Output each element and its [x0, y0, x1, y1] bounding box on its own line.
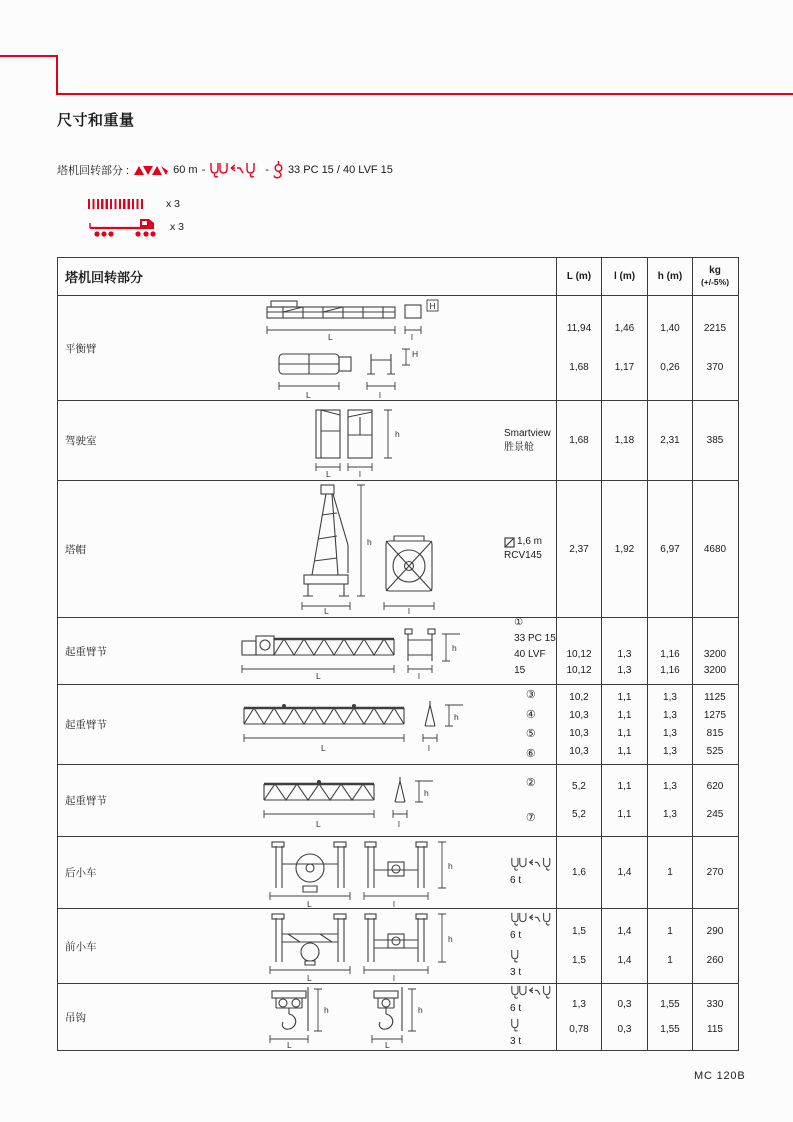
jib-badge: ①: [514, 617, 524, 628]
cell-h: 2,31: [647, 401, 692, 480]
svg-text:l: l: [410, 332, 413, 342]
jib-badge: ②: [525, 776, 536, 789]
load-config: [510, 946, 556, 983]
svg-text:l: l: [378, 390, 381, 399]
row-tower-head: [58, 480, 738, 617]
jib-badge: ⑦: [525, 812, 536, 825]
cell-L: 5,2 5,2: [556, 765, 601, 836]
load-config: [510, 837, 556, 908]
row-label: 起重臂节: [65, 795, 107, 807]
svg-text:h: h: [453, 711, 459, 722]
svg-text:H: H: [411, 349, 418, 359]
jib-lattice-icon: [133, 164, 169, 176]
trolley-drawing: [200, 909, 462, 983]
transport-count: x 3: [170, 220, 185, 233]
slewing-type: RCV145: [504, 550, 542, 561]
cell-kg: 385: [692, 401, 737, 480]
hook-3t-icon: [510, 1018, 523, 1033]
row-jib-section-1: [58, 617, 738, 684]
svg-text:h: h: [448, 934, 453, 944]
cell-kg: 620 245: [692, 765, 737, 836]
load-capacity: 3 t: [510, 967, 522, 978]
row-sublabel: [462, 984, 556, 1050]
cell-h: 1,16 1,16: [647, 618, 692, 684]
jib-section-drawing: [192, 765, 464, 836]
transport-item: [88, 198, 184, 210]
svg-text:l: l: [397, 818, 400, 828]
svg-text:H: H: [429, 301, 436, 311]
config-sep1: -: [201, 164, 206, 176]
load-config: [510, 984, 556, 1017]
cell-l: 1,46 1,17: [601, 296, 647, 400]
mast-section-icon: [504, 537, 515, 548]
svg-text:L: L: [287, 1040, 292, 1049]
row-label: 塔帽: [65, 543, 86, 556]
mast-section-size: 1,6 m: [517, 536, 543, 547]
svg-text:h: h: [448, 860, 453, 871]
row-sublabel: [462, 837, 556, 908]
cell-h: 1,40 0,26: [647, 296, 692, 400]
cell-L: 1,68: [556, 401, 601, 480]
row-label: 吊钩: [65, 1011, 86, 1024]
truck-icon: [88, 214, 164, 239]
svg-text:l: l: [408, 606, 410, 615]
load-capacity: 3 t: [510, 1036, 522, 1047]
cell-kg: 1125 1275 815 525: [692, 685, 737, 764]
dimensions-table: [57, 257, 739, 1051]
cell-kg: 290 260: [692, 909, 737, 983]
svg-text:L: L: [327, 332, 333, 342]
cell-h: 1,3 1,3 1,3 1,3: [647, 685, 692, 764]
cell-L: 1,6: [556, 837, 601, 908]
svg-text:L: L: [385, 1040, 390, 1049]
jib-section-drawing: [194, 618, 466, 684]
cab-type-cn: 胜景舱: [504, 441, 534, 453]
svg-text:L: L: [324, 606, 329, 615]
svg-text:l: l: [393, 898, 395, 908]
jib-badge: ⑥: [525, 748, 536, 761]
cell-kg: 3200 3200: [692, 618, 737, 684]
load-capacity: 6 t: [510, 875, 522, 886]
value: 1,68: [569, 361, 589, 373]
cell-kg: 270: [692, 837, 737, 908]
header-rule-step: [56, 55, 58, 95]
cell-L: 10,12 10,12: [556, 618, 601, 684]
cell-l: 1,1 1,1: [601, 765, 647, 836]
jib-variant: 40 LVF 15: [514, 649, 546, 676]
row-sublabel: [456, 481, 556, 617]
svg-text:h: h: [452, 643, 457, 653]
row-sublabel: [462, 909, 556, 983]
cell-L: 1,3 0,78: [556, 984, 601, 1050]
hook-3t-icon: [510, 949, 523, 964]
jib-variant: 33 PC 15: [514, 633, 556, 644]
cell-l: 1,18: [601, 401, 647, 480]
row-rear-trolley: [58, 836, 738, 908]
cell-l: 1,4: [601, 837, 647, 908]
cell-l: 1,3 1,3: [601, 618, 647, 684]
cell-h: 1 1: [647, 909, 692, 983]
row-sublabel: [466, 618, 556, 684]
transport-block: [88, 198, 184, 239]
row-jib-sections-3-6: [58, 684, 738, 764]
configuration-line: [57, 161, 393, 179]
config-label: 塔机回转部分 :: [57, 165, 130, 177]
cell-h: 1,55 1,55: [647, 984, 692, 1050]
row-label: 起重臂节: [65, 719, 107, 731]
row-front-trolley: [58, 908, 738, 983]
cell-h: 1,3 1,3: [647, 765, 692, 836]
row-label: 后小车: [65, 867, 97, 879]
header-rule-main: [56, 93, 793, 95]
jib-badge: ③: [525, 688, 536, 701]
trolley-drawing: [200, 837, 462, 908]
svg-text:L: L: [307, 973, 312, 982]
svg-text:l: l: [393, 973, 395, 982]
svg-text:L: L: [315, 818, 321, 828]
svg-text:l: l: [418, 671, 420, 681]
svg-text:h: h: [418, 1005, 423, 1015]
cell-kg: 330 115: [692, 984, 737, 1050]
header-rule-left: [0, 55, 57, 57]
cab-type: Smartview: [504, 427, 551, 439]
model-footer: MC 120B: [694, 1070, 746, 1082]
row-label: 前小车: [65, 940, 97, 953]
load-config: [510, 1017, 556, 1050]
table-header-row: [58, 258, 738, 295]
svg-text:h: h: [423, 787, 429, 798]
load-capacity: 6 t: [510, 930, 522, 941]
hook-pendant-icon: [273, 161, 284, 179]
transport-count: x 3: [166, 198, 181, 210]
page-title: 尺寸和重量: [57, 112, 135, 129]
tower-head-drawing: [225, 481, 456, 617]
load-config: [510, 909, 556, 946]
table-title: 塔机回转部分: [65, 270, 144, 285]
svg-text:l: l: [358, 468, 361, 478]
transport-item: [88, 214, 184, 239]
row-sublabel: [464, 765, 556, 836]
col-header-h: h (m): [647, 258, 692, 295]
row-counter-jib: [58, 295, 738, 400]
cell-kg: 2215 370: [692, 296, 737, 400]
row-label: 起重臂节: [65, 645, 107, 658]
row-jib-sections-2-7: [58, 764, 738, 836]
load-capacity: 6 t: [510, 1003, 522, 1014]
jib-badge: ⑤: [525, 728, 536, 741]
cell-kg: 4680: [692, 481, 737, 617]
svg-text:L: L: [307, 898, 312, 908]
table-header-title-cell: [58, 258, 556, 295]
svg-text:L: L: [316, 671, 321, 681]
svg-text:L: L: [320, 742, 326, 753]
svg-text:h: h: [394, 428, 400, 439]
config-sep2: -: [265, 164, 269, 176]
counter-jib-drawing: [217, 296, 459, 400]
row-hook: [58, 983, 738, 1050]
svg-text:L: L: [305, 390, 311, 399]
cell-L: 1,5 1,5: [556, 909, 601, 983]
row-sublabel: [464, 685, 556, 764]
cell-l: 1,4 1,4: [601, 909, 647, 983]
row-sublabel: [456, 401, 556, 480]
trolley-6t-icon: [510, 985, 556, 1000]
col-header-L: L (m): [556, 258, 601, 295]
cell-l: 0,3 0,3: [601, 984, 647, 1050]
svg-text:l: l: [427, 742, 430, 753]
cell-h: 6,97: [647, 481, 692, 617]
trolley-hooks-icon: [209, 162, 261, 179]
cell-L: [556, 296, 601, 400]
row-cab: [58, 400, 738, 480]
trolley-6t-icon: [510, 912, 556, 927]
jib-section-drawing: [192, 685, 464, 764]
hook-drawing: [200, 984, 462, 1050]
cell-l: 1,1 1,1 1,1 1,1: [601, 685, 647, 764]
row-label: 驾驶室: [65, 435, 97, 447]
col-header-l: l (m): [601, 258, 647, 295]
row-sublabel: [459, 296, 556, 400]
trolley-6t-icon: [510, 857, 556, 872]
cell-l: 1,92: [601, 481, 647, 617]
svg-text:L: L: [325, 468, 331, 478]
config-spec: 33 PC 15 / 40 LVF 15: [287, 164, 393, 176]
jib-badge: ④: [525, 708, 536, 721]
config-length: 60 m: [173, 164, 198, 176]
cell-L: 2,37: [556, 481, 601, 617]
cab-drawing: [225, 401, 456, 480]
cell-h: 1: [647, 837, 692, 908]
jib-bundle-icon: [88, 199, 144, 209]
value: 11,94: [566, 323, 592, 335]
svg-text:h: h: [367, 537, 372, 547]
cell-L: 10,2 10,3 10,3 10,3: [556, 685, 601, 764]
col-header-kg: kg (+/-5%): [692, 258, 737, 295]
svg-text:h: h: [324, 1005, 329, 1015]
row-label: 平衡臂: [65, 342, 97, 355]
